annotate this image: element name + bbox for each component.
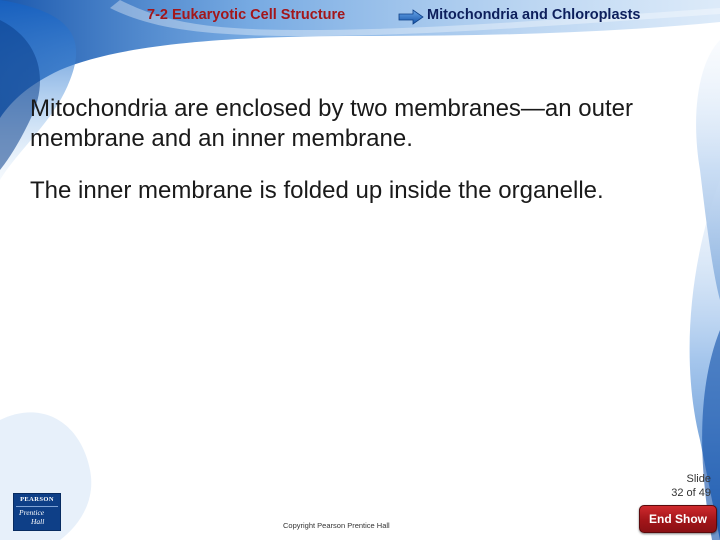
slide-body [30,94,700,206]
slide-count: 32 of 49 [671,487,711,499]
logo-divider [16,506,58,507]
slide-counter [671,472,711,500]
pearson-prentice-hall-logo [13,493,61,531]
logo-brand: PEARSON [20,496,54,503]
right-arrow-icon [398,9,424,25]
end-show-button[interactable]: End Show [639,505,717,533]
logo-line1: Prentice [19,508,45,517]
body-paragraph: The inner membrane is folded up inside the organelle. [30,177,604,204]
header-bar [0,0,720,34]
section-title: 7-2 Eukaryotic Cell Structure [147,7,346,23]
topic-title: Mitochondria and Chloroplasts [427,7,641,23]
body-paragraph: Mitochondria are enclosed by two membranes—an outer membrane and an inner membrane. [30,95,633,152]
logo-line2: Hall [31,517,45,526]
copyright-notice: Copyright Pearson Prentice Hall [283,521,390,530]
slide-label: Slide [686,473,711,485]
